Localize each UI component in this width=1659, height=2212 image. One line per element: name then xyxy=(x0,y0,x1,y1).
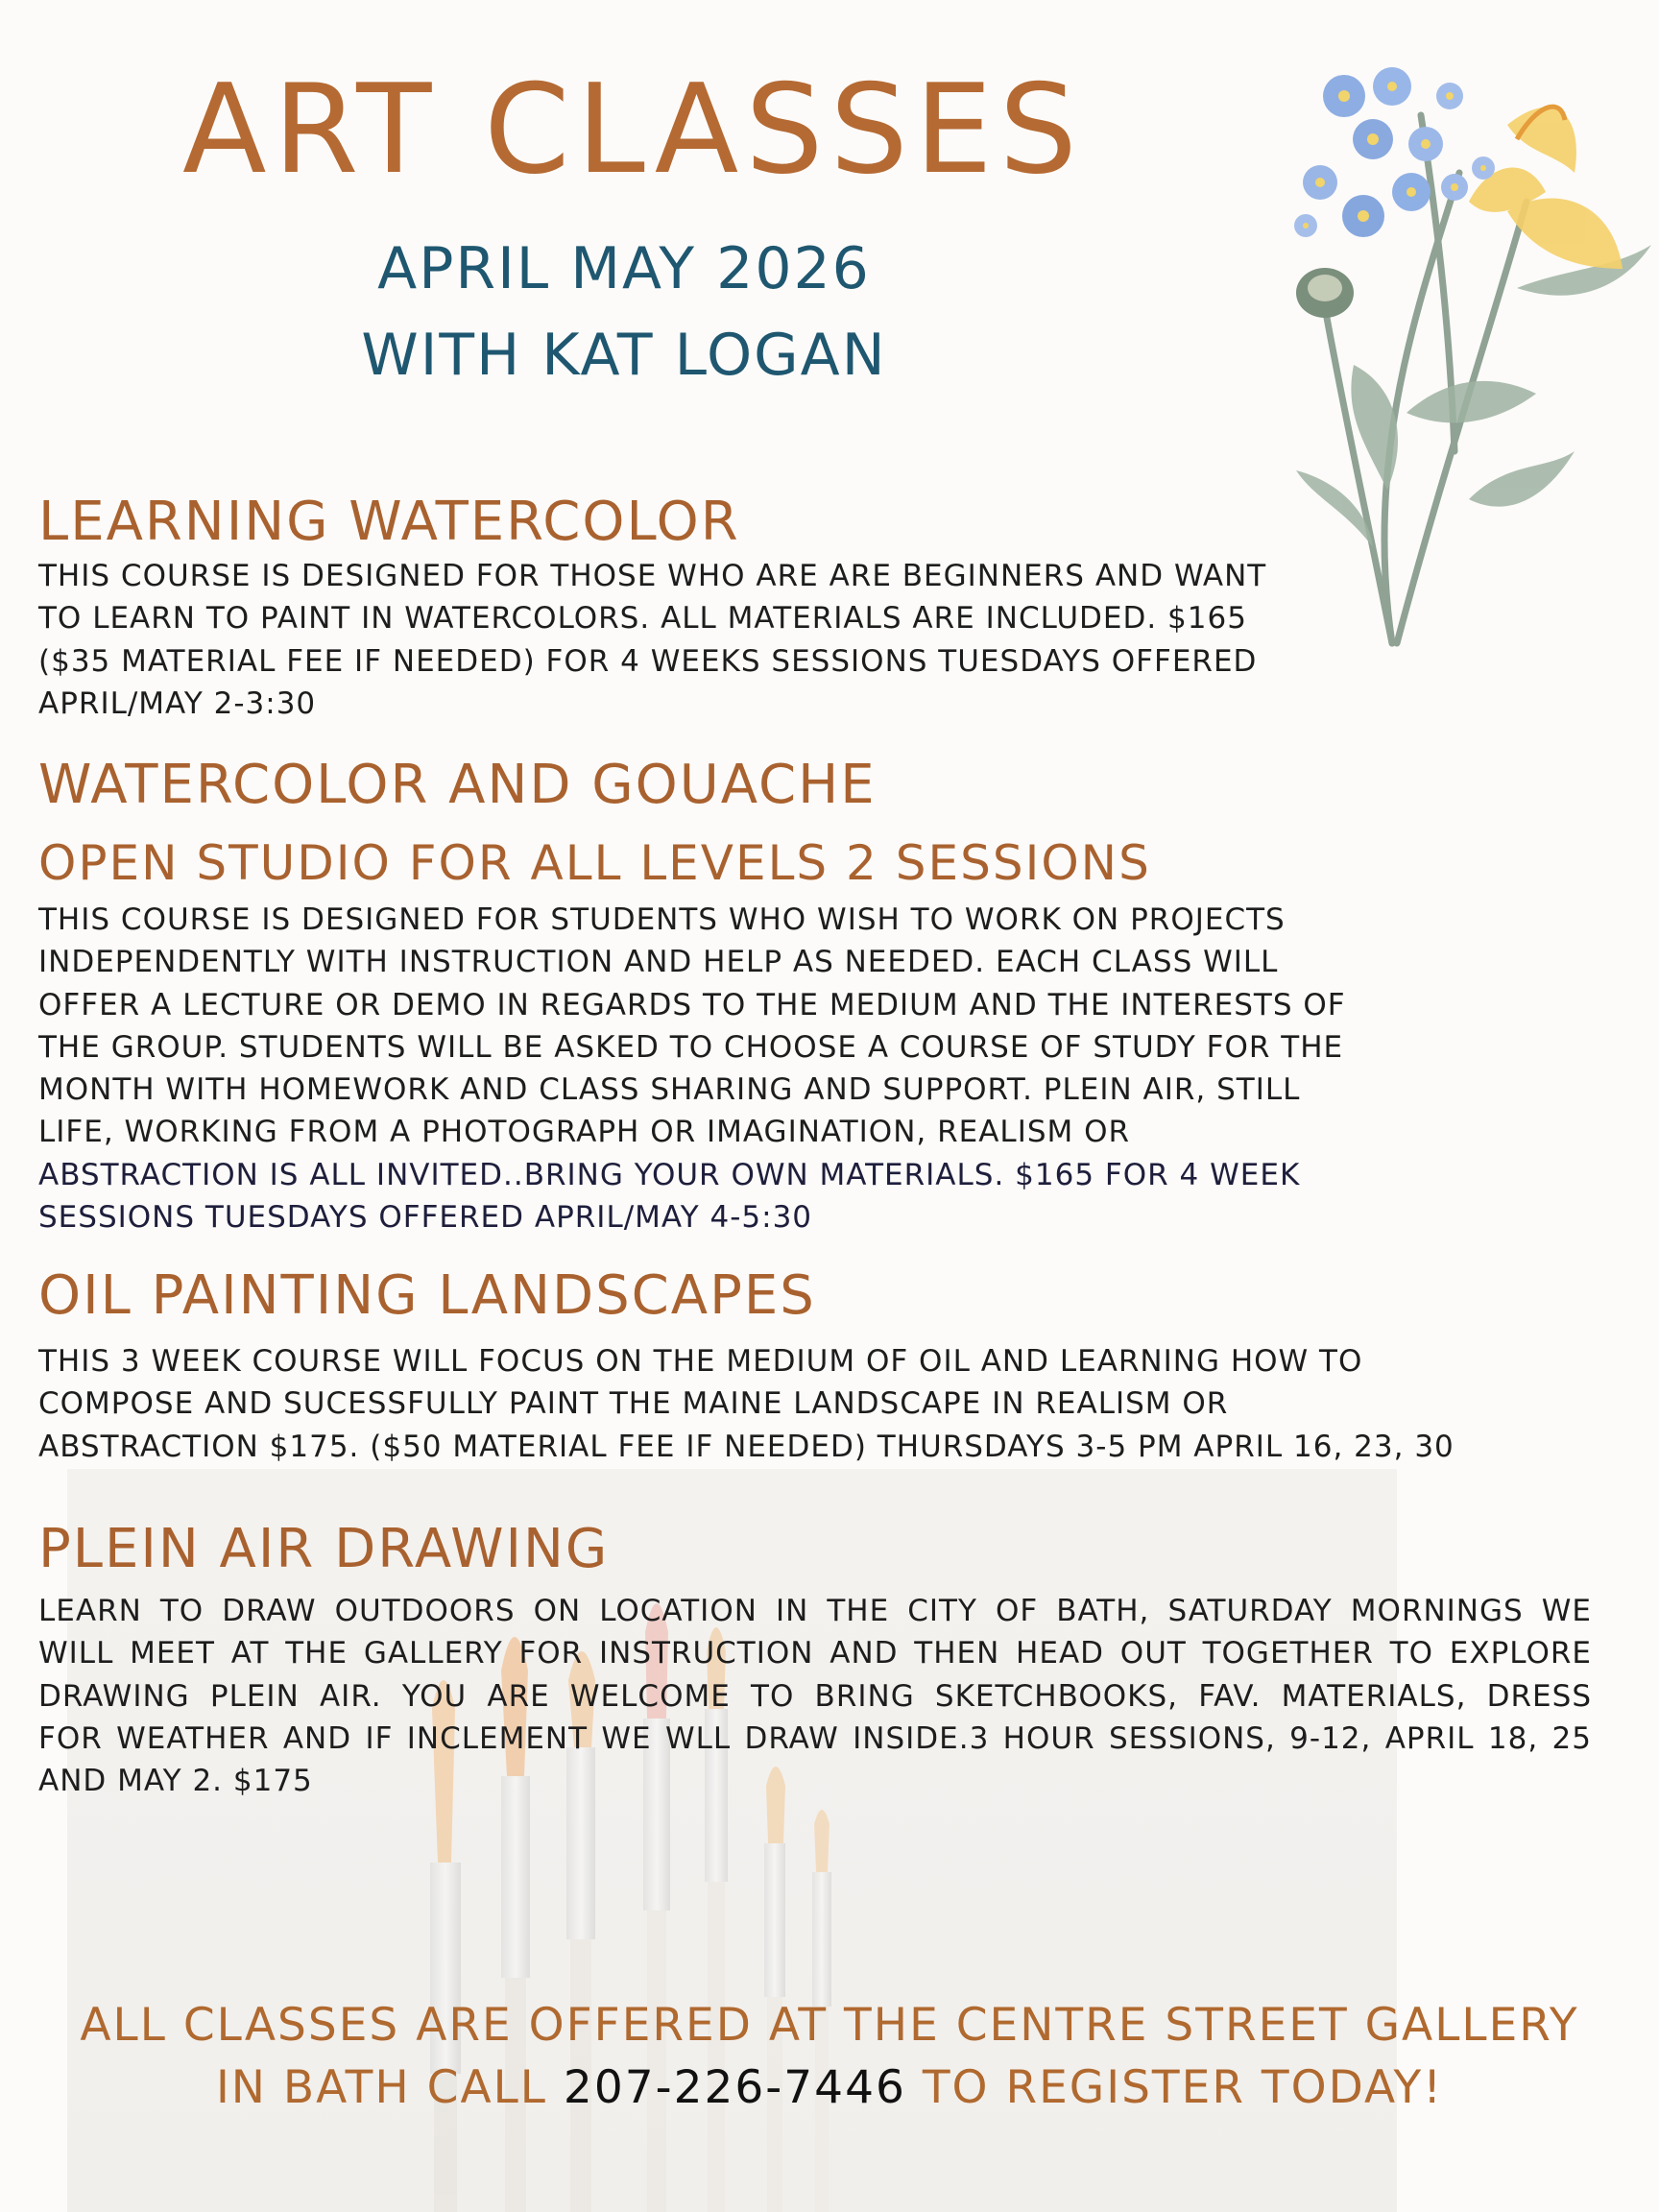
body-line: DRAWING PLEIN AIR. YOU ARE WELCOME TO BRING SKETCHBOOKS, FAV. MATERIALS, DRESS xyxy=(38,1678,1592,1714)
body-line: MONTH WITH HOMEWORK AND CLASS SHARING AND SUPPORT. PLEIN AIR, STILL xyxy=(38,1072,1301,1108)
section-body-plein-air xyxy=(38,1590,1592,1802)
footer-register xyxy=(77,2061,1582,2114)
section-heading-watercolor-gouache: WATERCOLOR AND GOUACHE xyxy=(38,754,877,816)
body-line: THIS COURSE IS DESIGNED FOR STUDENTS WHO WISH TO WORK ON PROJECTS xyxy=(38,902,1286,937)
body-line: ABSTRACTION $175. ($50 MATERIAL FEE IF NEEDED) THURSDAYS 3-5 PM APRIL 16, 23, 30 xyxy=(38,1429,1455,1464)
body-line: APRIL/MAY 2-3:30 xyxy=(38,685,317,721)
body-line: ABSTRACTION IS ALL INVITED..BRING YOUR OWN MATERIALS. $165 FOR 4 WEEK xyxy=(38,1157,1301,1192)
section-heading-oil-painting: OIL PAINTING LANDSCAPES xyxy=(38,1264,816,1327)
body-line: LIFE, WORKING FROM A PHOTOGRAPH OR IMAGINATION, REALISM OR xyxy=(38,1115,1131,1150)
body-line: LEARN TO DRAW OUTDOORS ON LOCATION IN THE CITY OF BATH, SATURDAY MORNINGS WE xyxy=(38,1594,1592,1628)
subtitle-dates: APRIL MAY 2026 xyxy=(377,235,871,302)
body-line: INDEPENDENTLY WITH INSTRUCTION AND HELP AS NEEDED. EACH CLASS WILL xyxy=(38,945,1279,980)
section-body-oil-painting xyxy=(38,1340,1455,1468)
body-line: THE GROUP. STUDENTS WILL BE ASKED TO CHOOSE A COURSE OF STUDY FOR THE xyxy=(38,1029,1344,1065)
body-line: OFFER A LECTURE OR DEMO IN REGARDS TO THE MEDIUM AND THE INTERESTS OF xyxy=(38,987,1346,1022)
body-line: AND MAY 2. $175 xyxy=(38,1764,313,1799)
body-line: FOR WEATHER AND IF INCLEMENT WE WLL DRAW INSIDE.3 HOUR SESSIONS, 9-12, APRIL 18, 25 xyxy=(38,1720,1592,1756)
page-title: ART CLASSES xyxy=(182,59,1084,202)
section-body-learning-watercolor xyxy=(38,555,1266,725)
watercolor-flowers-illustration xyxy=(1229,48,1651,691)
body-line: TO LEARN TO PAINT IN WATERCOLORS. ALL MATERIALS ARE INCLUDED. $165 xyxy=(38,601,1247,637)
footer-location: ALL CLASSES ARE OFFERED AT THE CENTRE STREET GALLERY xyxy=(80,1999,1579,2052)
section-body-watercolor-gouache xyxy=(38,899,1346,1238)
body-line: THIS COURSE IS DESIGNED FOR THOSE WHO ARE ARE BEGINNERS AND WANT xyxy=(38,559,1267,593)
body-line: THIS 3 WEEK COURSE WILL FOCUS ON THE MEDIUM OF OIL AND LEARNING HOW TO xyxy=(38,1344,1363,1379)
body-line: ($35 MATERIAL FEE IF NEEDED) FOR 4 WEEKS SESSIONS TUESDAYS OFFERED xyxy=(38,643,1258,679)
footer-register-suffix: TO REGISTER TODAY! xyxy=(905,2061,1444,2114)
section-subheading-open-studio: OPEN STUDIO FOR ALL LEVELS 2 SESSIONS xyxy=(38,835,1151,891)
body-line: SESSIONS TUESDAYS OFFERED APRIL/MAY 4-5:30 xyxy=(38,1200,813,1236)
phone-number[interactable]: 207-226-7446 xyxy=(563,2061,906,2114)
body-line: COMPOSE AND SUCESSFULLY PAINT THE MAINE LANDSCAPE IN REALISM OR xyxy=(38,1386,1229,1422)
section-heading-learning-watercolor: LEARNING WATERCOLOR xyxy=(38,491,740,553)
footer-register-prefix: IN BATH CALL xyxy=(215,2061,564,2114)
body-line: WILL MEET AT THE GALLERY FOR INSTRUCTION AND THEN HEAD OUT TOGETHER TO EXPLORE xyxy=(38,1636,1592,1671)
subtitle-instructor: WITH KAT LOGAN xyxy=(361,322,887,389)
section-heading-plein-air: PLEIN AIR DRAWING xyxy=(38,1518,610,1580)
